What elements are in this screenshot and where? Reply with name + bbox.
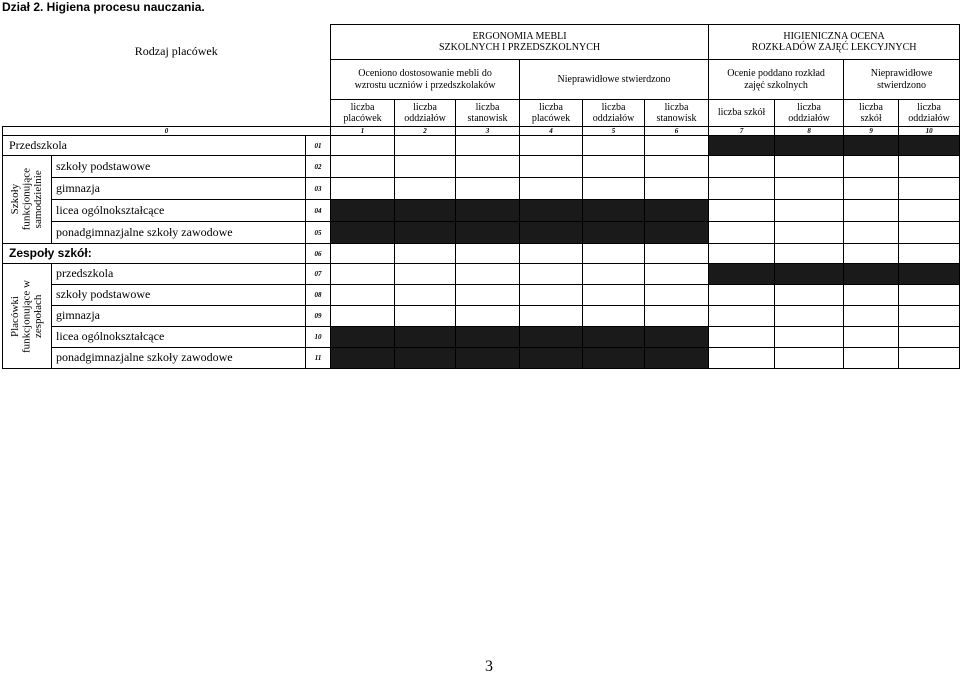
input-cell[interactable] [899,156,960,178]
table-row [3,222,960,244]
input-cell[interactable] [899,244,960,264]
rodzaj-placowek-cell: Rodzaj placówek [134,43,218,58]
input-cell[interactable] [645,136,709,156]
input-cell[interactable] [456,244,520,264]
subheader-ocenie: Ocenie poddano rozkład zajęć szkolnych [709,60,844,100]
blocked-cell [456,222,520,244]
blocked-cell [645,200,709,222]
row-label: gimnazja [52,306,306,327]
col-number-3: 3 [456,127,520,136]
input-cell[interactable] [331,264,395,285]
input-cell[interactable] [583,156,645,178]
blocked-cell [520,222,583,244]
input-cell[interactable] [456,264,520,285]
blocked-cell [331,200,395,222]
blocked-cell [844,264,899,285]
row-label: gimnazja [52,178,306,200]
input-cell[interactable] [520,136,583,156]
input-cell[interactable] [899,327,960,348]
input-cell[interactable] [709,285,775,306]
input-cell[interactable] [844,285,899,306]
col-label-4: liczba placówek [520,100,583,127]
input-cell[interactable] [520,264,583,285]
input-cell[interactable] [395,178,456,200]
row-code: 06 [306,244,331,264]
input-cell[interactable] [645,306,709,327]
input-cell[interactable] [645,178,709,200]
row-code: 09 [306,306,331,327]
input-cell[interactable] [709,178,775,200]
input-cell[interactable] [583,285,645,306]
input-cell[interactable] [520,178,583,200]
col-label-6: liczba stanowisk [645,100,709,127]
input-cell[interactable] [775,244,844,264]
row-code: 07 [306,264,331,285]
table-row [3,156,960,178]
input-cell[interactable] [456,306,520,327]
input-cell[interactable] [395,285,456,306]
col-number-1: 1 [331,127,395,136]
input-cell[interactable] [520,285,583,306]
input-cell[interactable] [844,244,899,264]
blocked-cell [583,222,645,244]
input-cell[interactable] [775,222,844,244]
blocked-cell [395,327,456,348]
row-code: 08 [306,285,331,306]
row-label: szkoły podstawowe [52,156,306,178]
input-cell[interactable] [645,264,709,285]
input-cell[interactable] [709,244,775,264]
col-number-0: 0 [3,127,331,136]
header-ergonomia: ERGONOMIA MEBLI SZKOLNYCH I PRZEDSZKOLNYCH [331,25,709,60]
input-cell[interactable] [775,156,844,178]
row-label: Zespoły szkół: [3,244,306,264]
input-cell[interactable] [645,244,709,264]
input-cell[interactable] [583,136,645,156]
input-cell[interactable] [899,348,960,369]
blocked-cell [456,327,520,348]
col-label-1: liczba placówek [331,100,395,127]
input-cell[interactable] [844,156,899,178]
input-cell[interactable] [899,222,960,244]
blocked-cell [395,348,456,369]
section-title: Dział 2. Higiena procesu nauczania. [2,0,205,14]
col-number-6: 6 [645,127,709,136]
col-label-7: liczba szkół [709,100,775,127]
blocked-cell [709,264,775,285]
col-number-10: 10 [899,127,960,136]
table-row [3,178,960,200]
blocked-cell [331,348,395,369]
blocked-cell [899,136,960,156]
input-cell[interactable] [709,200,775,222]
subheader-oceniono: Oceniono dostosowanie mebli do wzrostu uczniów i przedszkolaków [331,60,520,100]
page-number: 3 [485,658,493,675]
input-cell[interactable] [645,285,709,306]
input-cell[interactable] [775,306,844,327]
row-code: 10 [306,327,331,348]
table-row [3,244,960,264]
row-code: 01 [306,136,331,156]
col-number-7: 7 [709,127,775,136]
row-code: 05 [306,222,331,244]
input-cell[interactable] [709,327,775,348]
input-cell[interactable] [583,178,645,200]
blocked-cell [645,222,709,244]
blocked-cell [899,264,960,285]
blocked-cell [709,136,775,156]
input-cell[interactable] [456,156,520,178]
row-label: Przedszkola [3,136,306,156]
blocked-cell [844,136,899,156]
blocked-cell [395,200,456,222]
input-cell[interactable] [899,306,960,327]
col-number-2: 2 [395,127,456,136]
input-cell[interactable] [395,244,456,264]
blocked-cell [775,136,844,156]
input-cell[interactable] [520,306,583,327]
input-cell[interactable] [395,136,456,156]
blocked-cell [520,327,583,348]
blocked-cell [583,327,645,348]
input-cell[interactable] [395,264,456,285]
col-number-8: 8 [775,127,844,136]
table-row [3,136,960,156]
col-label-3: liczba stanowisk [456,100,520,127]
col-label-2: liczba oddziałów [395,100,456,127]
col-label-9: liczba szkół [844,100,899,127]
blocked-cell [456,348,520,369]
blocked-cell [395,222,456,244]
blocked-cell [583,348,645,369]
input-cell[interactable] [899,178,960,200]
header-higieniczna: HIGIENICZNA OCENA ROZKŁADÓW ZAJĘĆ LEKCYJNYCH [709,25,960,60]
blocked-cell [456,200,520,222]
input-cell[interactable] [709,156,775,178]
input-cell[interactable] [844,200,899,222]
input-cell[interactable] [645,156,709,178]
blocked-cell [775,264,844,285]
blank-corner [3,25,331,100]
blocked-cell [645,327,709,348]
table-row [3,348,960,369]
input-cell[interactable] [583,244,645,264]
input-cell[interactable] [331,156,395,178]
col-label-10: liczba oddziałów [899,100,960,127]
row-label: licea ogólnokształcące [52,200,306,222]
input-cell[interactable] [331,136,395,156]
input-cell[interactable] [709,348,775,369]
col-number-5: 5 [583,127,645,136]
input-cell[interactable] [775,285,844,306]
input-cell[interactable] [331,285,395,306]
row-code: 11 [306,348,331,369]
input-cell[interactable] [899,285,960,306]
subheader-nieprawidlowe-2: Nieprawidłowe stwierdzono [844,60,960,100]
subheader-nieprawidlowe-1: Nieprawidłowe stwierdzono [520,60,709,100]
col-number-9: 9 [844,127,899,136]
input-cell[interactable] [456,178,520,200]
row-code: 02 [306,156,331,178]
table-row [3,306,960,327]
input-cell[interactable] [709,222,775,244]
row-label: szkoły podstawowe [52,285,306,306]
input-cell[interactable] [775,327,844,348]
input-cell[interactable] [844,327,899,348]
table-row [3,200,960,222]
table-row [3,327,960,348]
row-label: ponadgimnazjalne szkoły zawodowe [52,222,306,244]
blocked-cell [645,348,709,369]
input-cell[interactable] [775,200,844,222]
input-cell[interactable] [899,200,960,222]
blocked-cell [331,222,395,244]
input-cell[interactable] [456,136,520,156]
input-cell[interactable] [583,306,645,327]
row-code: 04 [306,200,331,222]
blocked-cell [331,327,395,348]
row-code: 03 [306,178,331,200]
hygiene-form-table [2,24,960,369]
input-cell[interactable] [844,178,899,200]
input-cell[interactable] [775,178,844,200]
input-cell[interactable] [844,348,899,369]
input-cell[interactable] [520,156,583,178]
col-number-4: 4 [520,127,583,136]
blocked-cell [520,200,583,222]
input-cell[interactable] [331,306,395,327]
input-cell[interactable] [844,306,899,327]
table-row [3,285,960,306]
row-label: przedszkola [52,264,306,285]
input-cell[interactable] [331,244,395,264]
input-cell[interactable] [844,222,899,244]
blocked-cell [520,348,583,369]
col-label-5: liczba oddziałów [583,100,645,127]
col-label-8: liczba oddziałów [775,100,844,127]
row-label: licea ogólnokształcące [52,327,306,348]
input-cell[interactable] [520,244,583,264]
input-cell[interactable] [583,264,645,285]
input-cell[interactable] [709,306,775,327]
group-samodzielne: Szkoły funkcjonujące samodzielnie [3,156,52,244]
blocked-cell [583,200,645,222]
row-label: ponadgimnazjalne szkoły zawodowe [52,348,306,369]
table-row [3,264,960,285]
input-cell[interactable] [331,178,395,200]
input-cell[interactable] [395,156,456,178]
input-cell[interactable] [775,348,844,369]
input-cell[interactable] [395,306,456,327]
group-zespoly: Placówki funkcjonujące w zespołach [3,264,52,369]
input-cell[interactable] [456,285,520,306]
